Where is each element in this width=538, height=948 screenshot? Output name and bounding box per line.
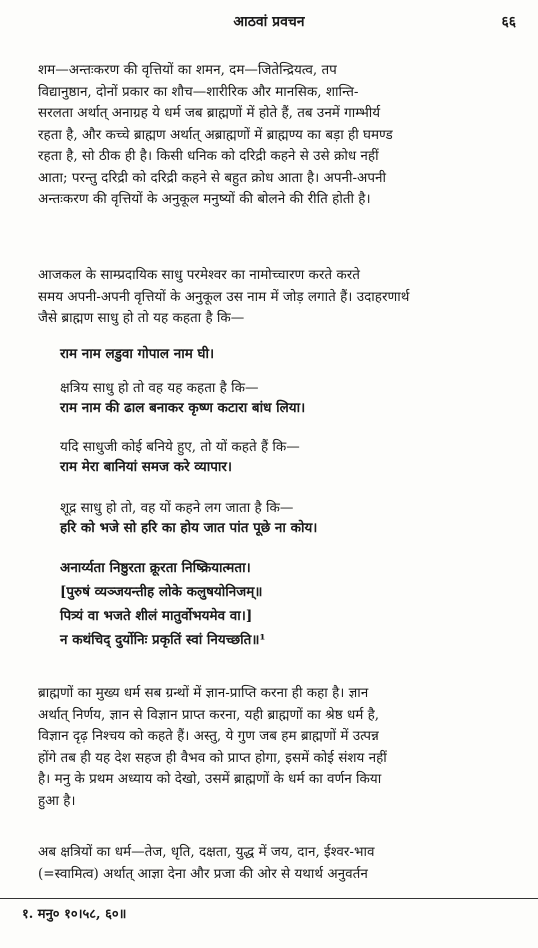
text-line: होंगे तब ही यह देश सहज ही वैभव को प्राप्त होगा, इसमें कोई संशय नहीं	[38, 749, 387, 766]
paragraph-shama-dama	[38, 60, 518, 211]
text-line: रहता है, सो ठीक ही है। किसी धनिक को दरिद्री कहने से उसे क्रोध नहीं	[38, 148, 379, 164]
text-line: जैसे ब्राह्मण साधु हो तो यह कहता है कि—	[38, 310, 245, 326]
verse-line: हरि को भजे सो हरि का होय जात पांत पूछे ना कोय।	[60, 520, 318, 536]
verse-line: राम नाम की ढाल बनाकर कृष्ण कटारा बांध लिया।	[60, 400, 306, 416]
page-header	[0, 12, 538, 34]
verse-intro: क्षत्रिय साधु हो तो वह यह कहता है कि—	[60, 380, 259, 396]
text-line: हुआ है।	[38, 792, 76, 809]
text-line: है। मनु के प्रथम अध्याय को देखो, उसमें ब्राह्मणों के धर्म का वर्णन किया	[38, 771, 382, 787]
paragraph-kshatriya-dharma	[38, 842, 518, 885]
page-number: ६६	[501, 14, 516, 30]
text-line: अब क्षत्रियों का धर्म—तेज, धृति, दक्षता, युद्ध में जय, दान, ईश्वर-भाव	[38, 844, 375, 860]
text-line: विद्यानुष्ठान, दोनों प्रकार का शौच—शारीरिक और मानसिक, शान्ति-	[38, 83, 359, 100]
verse-shudra	[60, 498, 520, 538]
paragraph-sampradayik-sadhu	[38, 265, 518, 330]
text-line: सरलता अर्थात् अनाग्रह ये धर्म जब ब्राह्मणों में होते हैं, तब उनमें गाम्भीर्य	[38, 105, 381, 121]
verse-intro: यदि साधुजी कोई बनिये हुए, तो यों कहते हैं कि—	[60, 439, 300, 455]
text-line: अन्तःकरण की वृत्तियों के अनुकूल मनुष्यों की बोलने की रीति होती है।	[38, 191, 371, 207]
text-line: (=स्वामित्व) अर्थात् आज्ञा देना और प्रजा की ओर से यथार्थ अनुवर्तन	[38, 865, 368, 882]
verse-intro: शूद्र साधु हो तो, वह यों कहने लग जाता है कि—	[60, 500, 294, 516]
verse-brahmin	[60, 344, 520, 364]
shloka-line: न कथंचिद् दुर्योनिः प्रकृतिं स्वां नियच्छति॥¹	[60, 632, 266, 648]
verse-line: राम मेरा बानियां समज करे व्यापार।	[60, 459, 233, 475]
verse-kshatriya	[60, 378, 520, 418]
paragraph-brahmin-dharma	[38, 683, 518, 812]
text-line: अर्थात् निर्णय, ज्ञान से विज्ञान प्राप्त करना, यही ब्राह्मणों का श्रेष्ठ धर्म है,	[38, 706, 380, 723]
sanskrit-shloka	[60, 556, 520, 652]
chapter-title: आठवां प्रवचन	[233, 14, 305, 30]
shloka-line: पित्र्यं वा भजते शीलं मातुर्वोभयमेव वा।]	[60, 608, 253, 624]
text-line: रहता है, और कच्चे ब्राह्मण अर्थात् अब्राह्मणों में ब्राह्मण्य का बड़ा ही घमण्ड	[38, 126, 393, 143]
text-line: आता; परन्तु दरिद्री को दरिद्री कहने से बहुत क्रोध आता है। अपनी-अपनी	[38, 169, 387, 186]
shloka-line: अनार्य्यता निष्ठुरता क्रूरता निष्क्रियात्मता।	[60, 560, 251, 576]
footnote-divider	[0, 898, 538, 899]
shloka-line: [पुरुषं व्यञ्जयन्तीह लोके कलुषयोनिजम्॥	[60, 584, 263, 600]
text-line: शम—अन्तःकरण की वृत्तियों का शमन, दम—जितेन्द्रियत्व, तप	[38, 62, 337, 78]
text-line: आजकल के साम्प्रदायिक साधु परमेश्वर का नामोच्चारण करते करते	[38, 267, 360, 283]
verse-line: राम नाम लडुवा गोपाल नाम घी।	[60, 346, 215, 362]
text-line: समय अपनी-अपनी वृत्तियों के अनुकूल उस नाम में जोड़ लगाते हैं। उदाहरणार्थ	[38, 288, 410, 305]
footnote: १. मनु० १०।५८, ६०॥	[22, 907, 127, 922]
verse-vaishya	[60, 437, 520, 477]
text-line: ब्राह्मणों का मुख्य धर्म सब ग्रन्थों में ज्ञान-प्राप्ति करना ही कहा है। ज्ञान	[38, 685, 369, 701]
text-line: विज्ञान दृढ़ निश्चय को कहते हैं। अस्तु, ये गुण जब हम ब्राह्मणों में उत्पन्न	[38, 728, 379, 744]
